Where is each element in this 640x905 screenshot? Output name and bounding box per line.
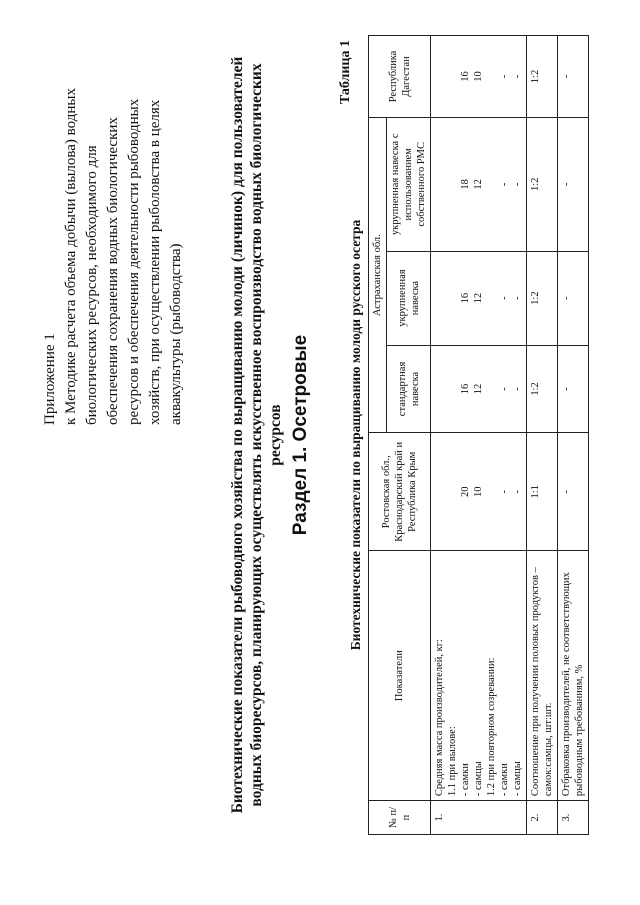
value-cell-dagestan: [558, 36, 589, 118]
row-number: 1.: [431, 801, 527, 835]
indicator-line: Отбраковка производителей, не соответствующих: [561, 572, 572, 797]
value-cell-dagestan: [431, 36, 527, 118]
value-line: [433, 437, 446, 546]
value-line: [542, 437, 555, 546]
table-body: [431, 36, 589, 835]
table-row: [431, 36, 527, 835]
value-line: -: [512, 74, 523, 79]
value-line: 16: [460, 292, 471, 304]
value-line: 1:1: [530, 485, 541, 499]
table-label: Таблица 1: [338, 40, 353, 105]
value-line: -: [499, 387, 510, 391]
indicator-line: рыбоводным требованиям, %: [574, 664, 585, 797]
value-line: 1:2: [530, 69, 541, 84]
row-indicator: [527, 551, 558, 801]
value-line: 12: [473, 383, 484, 395]
header-standard: стандартная навеска: [387, 345, 431, 433]
value-cell-rostov: [558, 433, 589, 551]
header-rostov: Ростовская обл., Краснодарский край и Республика Крым: [369, 433, 431, 551]
value-line: [446, 40, 459, 113]
value-line: 10: [473, 71, 484, 82]
indicator-line: Средняя масса производителей, кг:: [434, 639, 445, 797]
value-cell-dagestan: [527, 36, 558, 118]
row-number: 2.: [527, 801, 558, 835]
value-line: -: [561, 490, 572, 494]
value-line: [573, 256, 586, 341]
appendix-text: к Методике расчета объема добычи (вылова) водных биологических ресурсов, необходимого для обеспечения сохранения водных биологических ресурсов и обеспечения деятельности рыбоводных хозяйств, при осуществлении рыболовства в целях аквакультуры (рыбоводства): [63, 88, 184, 425]
value-line: -: [512, 182, 523, 187]
value-line: [433, 350, 446, 429]
appendix-title: Приложение 1: [42, 333, 58, 425]
value-line: [446, 437, 459, 546]
value-line: -: [499, 182, 510, 187]
indicator-line: - самки: [460, 763, 471, 797]
value-line: [446, 350, 459, 429]
value-line: 16: [460, 71, 471, 82]
value-cell-standard: [558, 345, 589, 433]
value-line: [485, 256, 498, 341]
value-line: [433, 40, 446, 113]
value-cell-enlarged: [431, 251, 527, 345]
row-indicator: [558, 551, 589, 801]
value-line: 20: [460, 486, 471, 498]
value-line: [542, 122, 555, 247]
value-cell-enlarged-rms: [527, 117, 558, 251]
biotech-table: [368, 35, 589, 835]
header-enlarged: укрупненная навеска: [387, 251, 431, 345]
table-title: Биотехнические показатели по выращиванию молоди русского осетра: [348, 219, 363, 651]
table-header-row: [369, 36, 387, 835]
value-cell-rostov: [431, 433, 527, 551]
value-line: [573, 122, 586, 247]
value-line: [446, 256, 459, 341]
header-astrakhan: Астраханская обл.: [369, 117, 387, 432]
value-line: [573, 437, 586, 546]
value-line: -: [512, 490, 523, 494]
indicator-line: - самки: [499, 763, 510, 797]
table-row: [527, 36, 558, 835]
value-line: 10: [473, 486, 484, 498]
value-line: 16: [460, 383, 471, 395]
indicator-line: 1.2 при повторном созревании:: [486, 657, 497, 797]
value-line: [485, 40, 498, 113]
appendix-block: [40, 65, 187, 425]
indicator-line: самок:самцы, шт:шт.: [543, 702, 554, 797]
indicator-line: 1.1 при вылове:: [447, 726, 458, 797]
value-line: [573, 350, 586, 429]
value-line: [485, 122, 498, 247]
value-line: -: [561, 74, 572, 79]
value-cell-standard: [431, 345, 527, 433]
value-line: -: [512, 296, 523, 300]
header-indicator: Показатели: [369, 551, 431, 801]
value-cell-enlarged: [558, 251, 589, 345]
section-title: Раздел 1. Осетровые: [290, 334, 311, 536]
table-row: [558, 36, 589, 835]
value-line: 1:2: [530, 291, 541, 305]
value-line: [433, 256, 446, 341]
value-line: -: [512, 387, 523, 391]
value-cell-enlarged-rms: [558, 117, 589, 251]
header-num: № п/п: [369, 801, 431, 835]
value-line: -: [561, 387, 572, 391]
value-line: [446, 122, 459, 247]
value-line: -: [499, 74, 510, 79]
value-line: 1:2: [530, 382, 541, 396]
indicator-line: - самцы: [473, 761, 484, 797]
value-line: -: [561, 296, 572, 300]
value-line: [485, 437, 498, 546]
document-heading: Биотехнические показатели рыбоводного хозяйства по выращиванию молоди (личинок) для пользователей водных биоресурсов, планирующих осуществлять искусственное воспроизводство водных биологических ресурсов: [229, 56, 284, 814]
value-line: -: [561, 182, 572, 187]
value-line: 1:2: [530, 177, 541, 192]
value-line: [485, 350, 498, 429]
row-indicator: [431, 551, 527, 801]
value-line: -: [499, 490, 510, 494]
value-line: 12: [473, 179, 484, 190]
value-line: 18: [460, 179, 471, 190]
value-line: [433, 122, 446, 247]
value-cell-enlarged-rms: [431, 117, 527, 251]
value-cell-enlarged: [527, 251, 558, 345]
header-enlarged-rms: укрупненная навеска с использованием собственного РМС: [387, 117, 431, 251]
value-line: [542, 350, 555, 429]
value-line: [573, 40, 586, 113]
value-line: [542, 256, 555, 341]
indicator-line: Соотношение при получении половых продуктов –: [530, 567, 541, 797]
value-cell-rostov: [527, 433, 558, 551]
value-line: [542, 40, 555, 113]
value-line: 12: [473, 292, 484, 304]
row-number: 3.: [558, 801, 589, 835]
header-dagestan: Республика Дагестан: [369, 36, 431, 118]
value-line: -: [499, 296, 510, 300]
indicator-line: - самцы: [512, 761, 523, 797]
value-cell-standard: [527, 345, 558, 433]
